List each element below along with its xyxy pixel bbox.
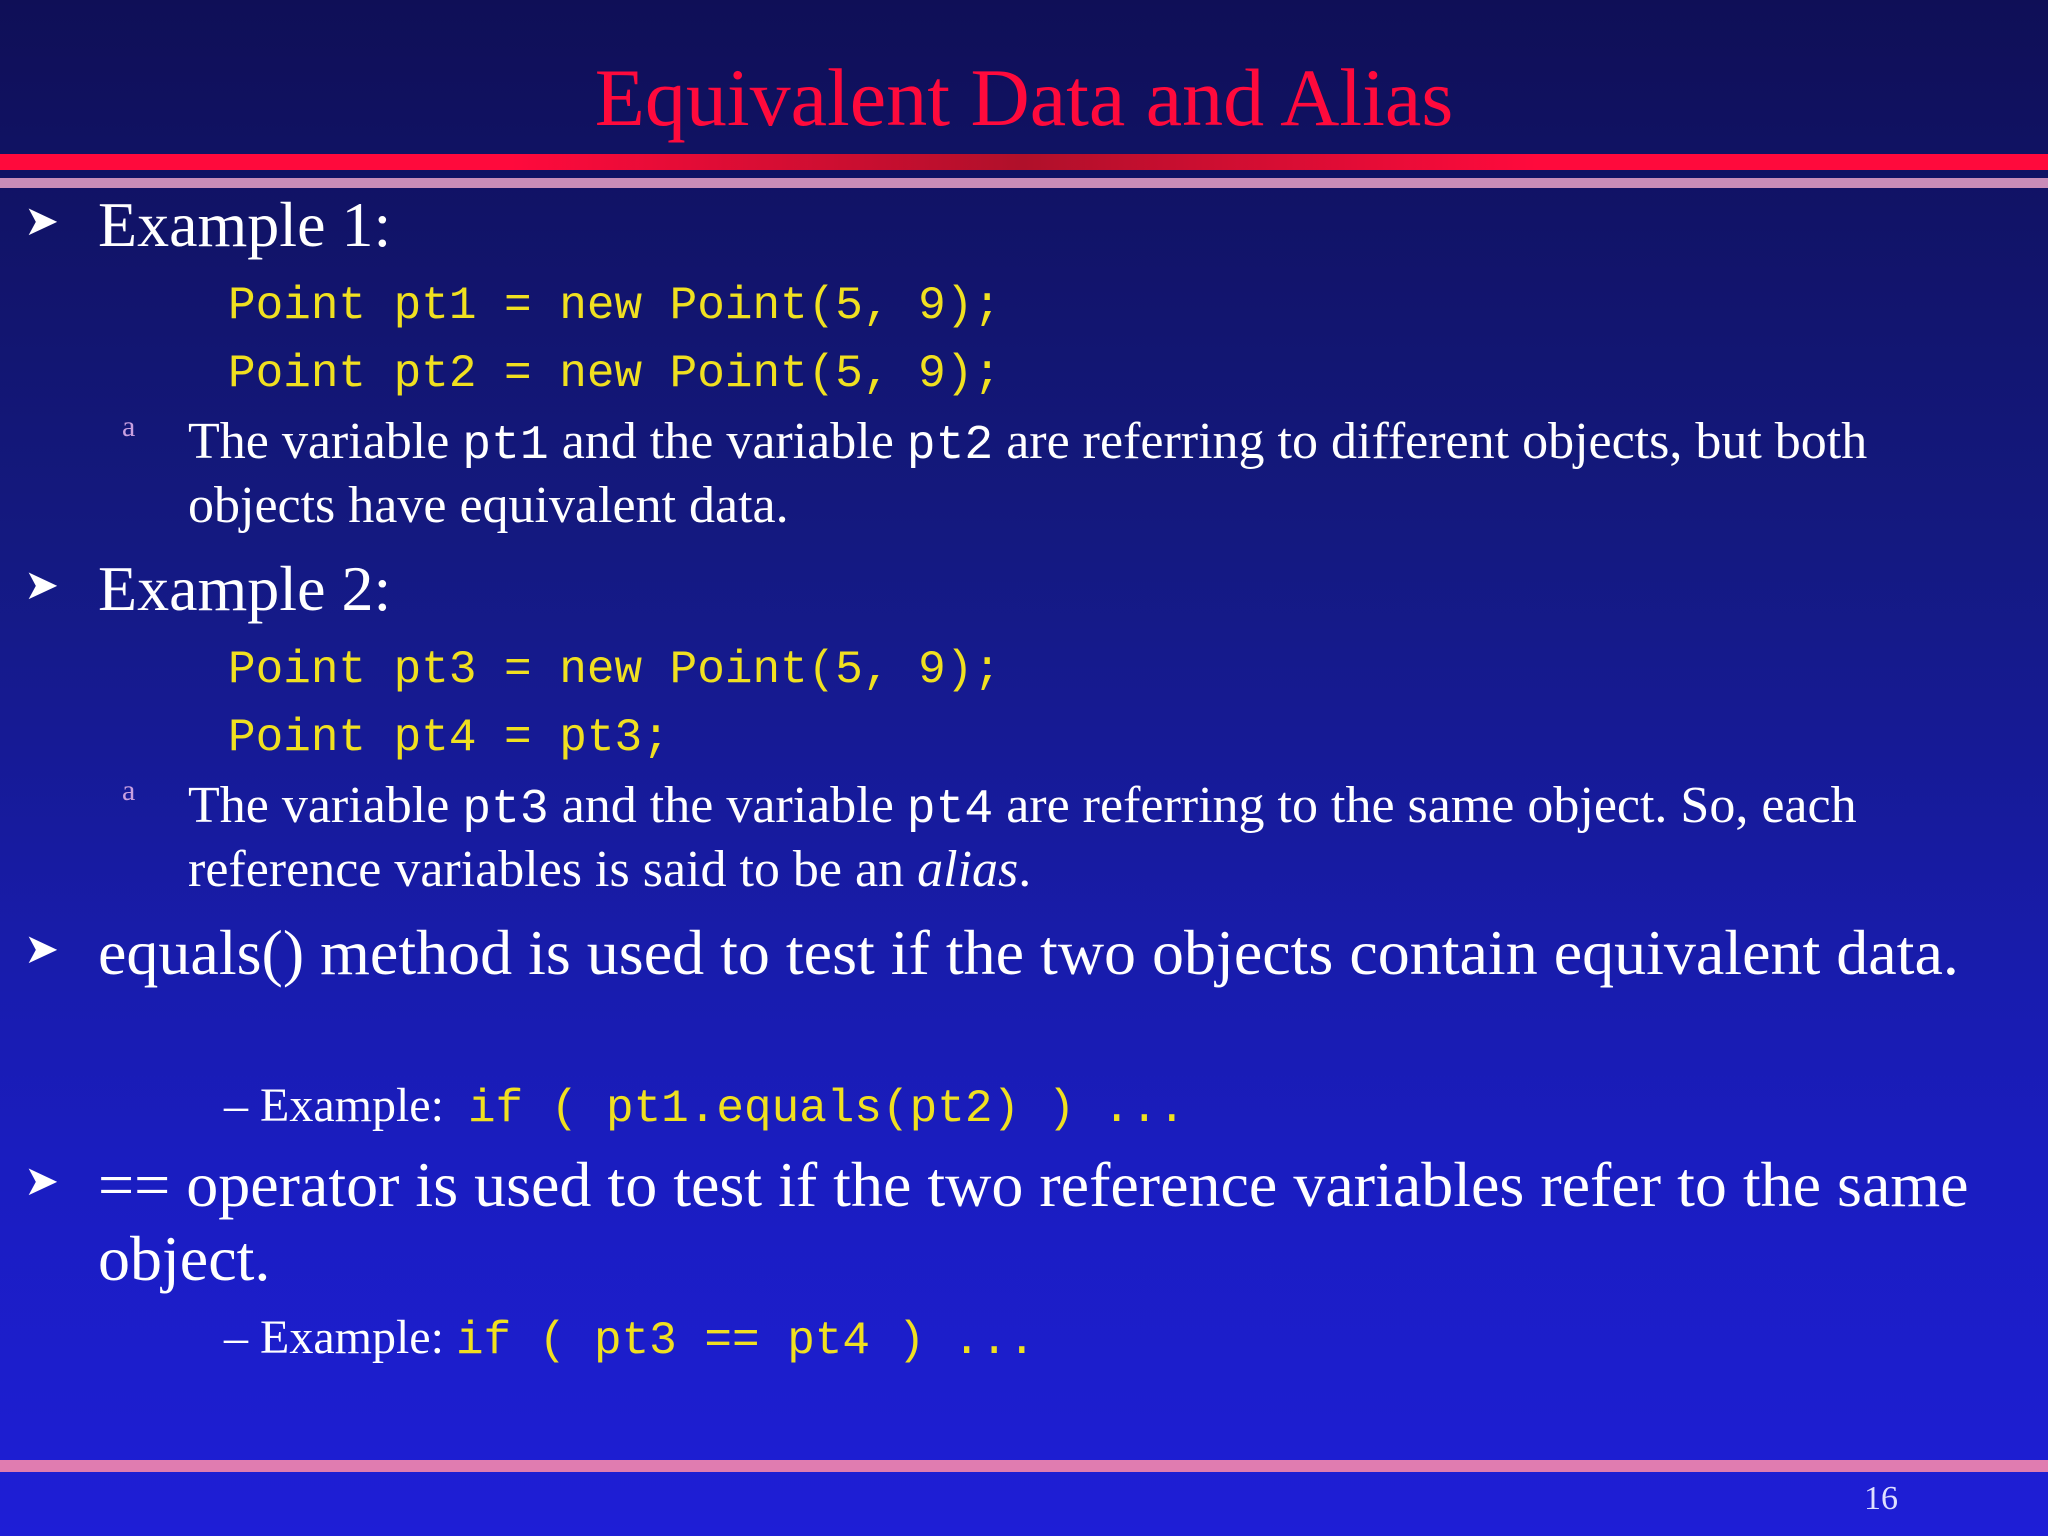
equals-example: – Example: if ( pt1.equals(pt2) ) ... bbox=[224, 1079, 1186, 1135]
example1-code-line-2: Point pt2 = new Point(5, 9); bbox=[228, 348, 1001, 400]
arrowhead-bullet-icon: ➤ bbox=[24, 560, 60, 609]
sub-bullet-marker: a bbox=[122, 410, 136, 443]
example1-explanation bbox=[188, 412, 1988, 536]
example1-note-text-2: and the variable bbox=[548, 413, 907, 470]
example1-heading: Example 1: bbox=[98, 189, 392, 260]
page-number: 16 bbox=[1864, 1480, 1898, 1517]
alias-term: alias bbox=[917, 841, 1019, 898]
example2-explanation bbox=[188, 776, 1988, 900]
example2-heading: Example 2: bbox=[98, 553, 392, 624]
operator-example-label: Example: bbox=[260, 1311, 444, 1364]
example2-note-var-2: pt4 bbox=[906, 783, 994, 837]
example2-note-text-2: and the variable bbox=[548, 777, 907, 834]
example2-code-line-1: Point pt3 = new Point(5, 9); bbox=[228, 644, 1001, 696]
sub-bullet-marker: a bbox=[122, 774, 136, 807]
title-divider-pink bbox=[0, 178, 2048, 188]
footer-divider bbox=[0, 1460, 2048, 1472]
operator-description: == operator is used to test if the two reference variables refer to the same object. bbox=[98, 1149, 1969, 1294]
operator-example-code: if ( pt3 == pt4 ) ... bbox=[455, 1315, 1036, 1367]
example2-note-text-4: . bbox=[1018, 841, 1032, 898]
example2-note-text-1: The variable bbox=[188, 777, 463, 834]
example2-note-text-3: are referring to the same object. So, each reference variables is said to be an bbox=[188, 777, 1857, 898]
example1-code-line-1: Point pt1 = new Point(5, 9); bbox=[228, 280, 1001, 332]
equals-example-label: Example: bbox=[260, 1079, 444, 1132]
equals-example-code: if ( pt1.equals(pt2) ) ... bbox=[467, 1083, 1186, 1135]
arrowhead-bullet-icon: ➤ bbox=[24, 924, 60, 973]
slide-title: Equivalent Data and Alias bbox=[594, 52, 1454, 143]
equals-description: equals() method is used to test if the two objects contain equivalent data. bbox=[98, 917, 1959, 988]
example1-note-var-1: pt1 bbox=[462, 419, 549, 473]
example1-note-text-3: are referring to different objects, but both objects have equivalent data. bbox=[188, 413, 1868, 534]
title-divider-red bbox=[0, 154, 2048, 170]
example2-code-line-2: Point pt4 = pt3; bbox=[228, 712, 670, 764]
example1-note-text-1: The variable bbox=[188, 413, 463, 470]
arrowhead-bullet-icon: ➤ bbox=[24, 196, 60, 245]
example1-note-var-2: pt2 bbox=[906, 419, 994, 473]
operator-example: – Example: if ( pt3 == pt4 ) ... bbox=[224, 1311, 1036, 1367]
example2-note-var-1: pt3 bbox=[462, 783, 549, 837]
arrowhead-bullet-icon: ➤ bbox=[24, 1156, 60, 1205]
